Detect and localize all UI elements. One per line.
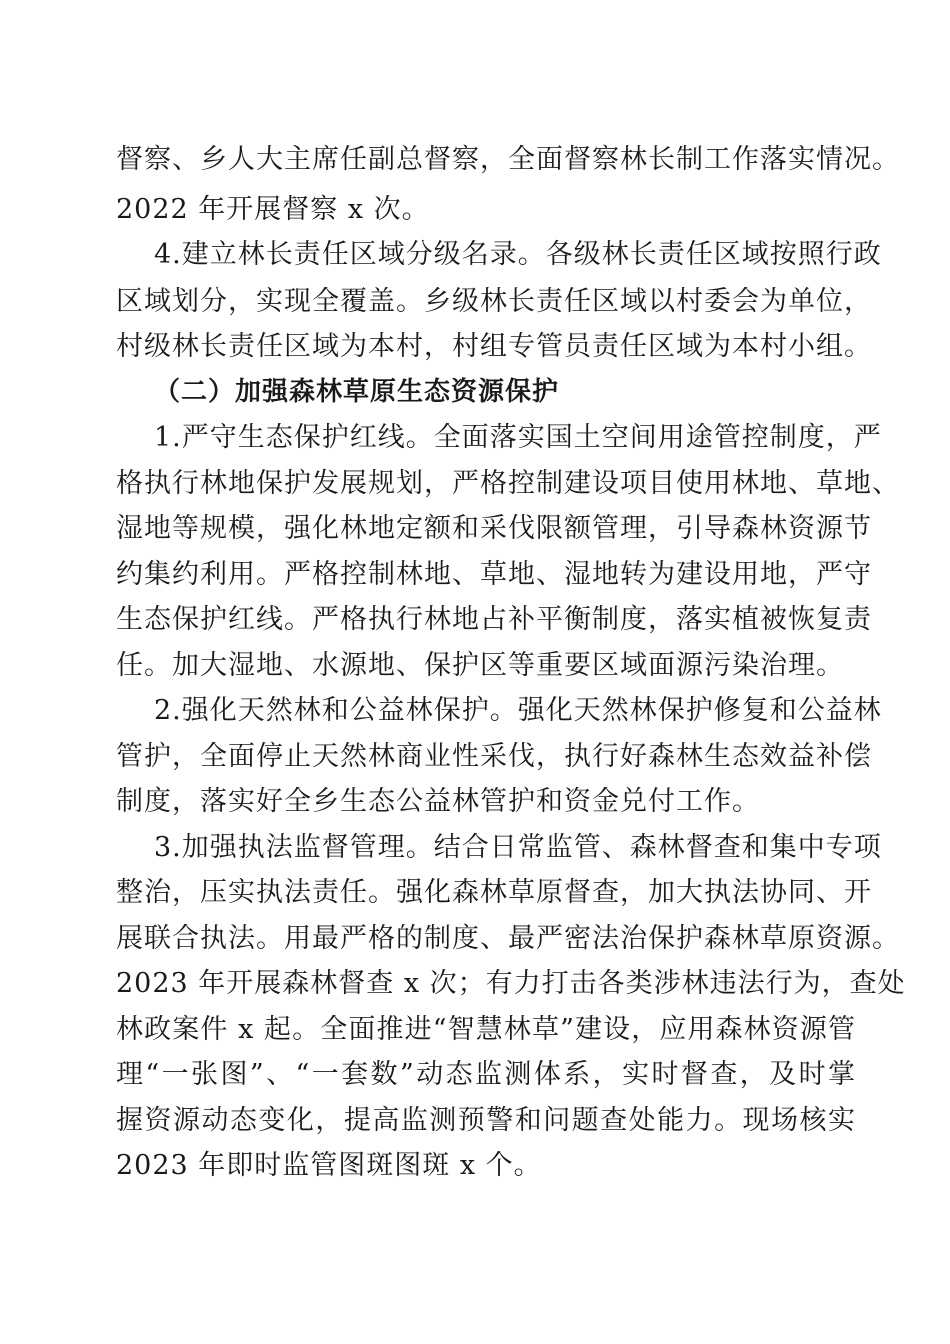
paragraph-line: 格执行林地保护发展规划，严格控制建设项目使用林地、草地、 — [116, 468, 900, 499]
paragraph-line: 制度，落实好全乡生态公益林管护和资金兑付工作。 — [116, 786, 760, 817]
paragraph-line: 理“一张图”、“一套数”动态监测体系，实时督查，及时掌 — [116, 1059, 856, 1090]
paragraph-line: 4.建立林长责任区域分级名录。各级林长责任区域按照行政 — [154, 239, 882, 270]
paragraph-line: 村级林长责任区域为本村，村组专管员责任区域为本村小组。 — [116, 331, 872, 362]
paragraph-line: 林政案件 x 起。全面推进“智慧林草”建设，应用森林资源管 — [116, 1014, 856, 1045]
paragraph-line: 湿地等规模，强化林地定额和采伐限额管理，引导森林资源节 — [116, 513, 872, 544]
paragraph-line: 督察、乡人大主席任副总督察，全面督察林长制工作落实情况。 — [116, 144, 900, 175]
paragraph-line: 握资源动态变化，提高监测预警和问题查处能力。现场核实 — [116, 1105, 856, 1136]
paragraph-line: 约集约利用。严格控制林地、草地、湿地转为建设用地，严守 — [116, 559, 872, 590]
paragraph-line: 管护，全面停止天然林商业性采伐，执行好森林生态效益补偿 — [116, 741, 872, 772]
paragraph-line: 2022 年开展督察 x 次。 — [116, 194, 430, 225]
paragraph-line: 生态保护红线。严格执行林地占补平衡制度，落实植被恢复责 — [116, 604, 872, 635]
paragraph-line: 2.强化天然林和公益林保护。强化天然林保护修复和公益林 — [154, 695, 882, 726]
paragraph-line: 展联合执法。用最严格的制度、最严密法治保护森林草原资源。 — [116, 923, 900, 954]
paragraph-line: 区域划分，实现全覆盖。乡级林长责任区域以村委会为单位， — [116, 286, 872, 317]
paragraph-line: 整治，压实执法责任。强化森林草原督查，加大执法协同、开 — [116, 877, 872, 908]
paragraph-line: 3.加强执法监督管理。结合日常监管、森林督查和集中专项 — [154, 832, 882, 863]
paragraph-line: 任。加大湿地、水源地、保护区等重要区域面源污染治理。 — [116, 650, 844, 681]
paragraph-line: 2023 年开展森林督查 x 次；有力打击各类涉林违法行为，查处 — [116, 968, 906, 999]
paragraph-line: 2023 年即时监管图斑图斑 x 个。 — [116, 1150, 542, 1181]
section-heading: （二）加强森林草原生态资源保护 — [154, 377, 560, 407]
paragraph-line: 1.严守生态保护红线。全面落实国土空间用途管控制度，严 — [154, 422, 882, 453]
